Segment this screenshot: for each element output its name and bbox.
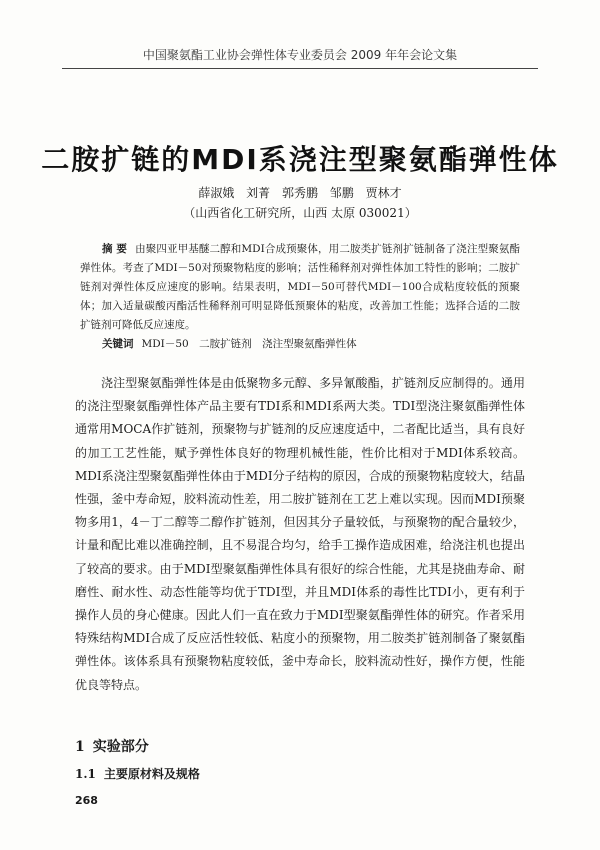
- keywords-text: MDI－50 二胺扩链剂 浇注型聚氨酯弹性体: [141, 338, 357, 350]
- author-list: 薛淑娥 刘菁 郭秀鹏 邹鹏 贾林才: [198, 186, 402, 200]
- section-number: 1: [75, 739, 85, 755]
- intro-paragraph: 浇注型聚氨酯弹性体是由低聚物多元醇、多异氰酸酯，扩链剂反应制得的。通用的浇注型聚氨酯弹性体产品主要有TDI系和MDI系两大类。TDI型浇注聚氨酯弹性体通常用MOCA作扩链剂，预聚物与扩链剂的反应速度适中，二者配比适当，具有良好的加工工艺性能，赋予弹性体良好的物理机械性能，性价比相对于MDI体系较高。MDI系浇注型聚氨酯弹性体由于MDI分子结构的原因，合成的预聚物粘度较大，结晶性强，釜中寿命短，胶料流动性差，用二胺扩链剂在工艺上难以实现。因而MDI预聚物多用1，4－丁二醇等二醇作扩链剂，但因其分子量较低，与预聚物的配合量较少，计量和配比难以准确控制，且不易混合均匀，给手工操作造成困难，给浇注机也提出了较高的要求。由于MDI型聚氨酯弹性体具有很好的综合性能，尤其是挠曲寿命、耐磨性、耐水性、动态性能等均优于TDI型，并且MDI体系的毒性比TDI小，更有利于操作人员的身心健康。因此人们一直在致力于MDI型聚氨酯弹性体的研究。作者采用特殊结构MDI合成了反应活性较低、粘度小的预聚物，用二胺类扩链剂制备了聚氨酯弹性体。该体系具有预聚物粘度较低，釜中寿命长，胶料流动性好，操作方便，性能优良等特点。: [75, 376, 525, 692]
- page-number: 268: [75, 794, 98, 807]
- abstract: [80, 240, 520, 335]
- subsection-heading: [75, 765, 200, 782]
- keywords-label: 关键词: [102, 338, 134, 350]
- keywords: [102, 336, 520, 351]
- paper-title: 二胺扩链的MDI系浇注型聚氨酯弹性体: [41, 143, 559, 176]
- running-header: 中国聚氨酯工业协会弹性体专业委员会 2009 年年会论文集: [142, 48, 458, 62]
- subsection-number: 1.1: [75, 767, 96, 781]
- affiliation: （山西省化工研究所，山西 太原 030021）: [183, 206, 417, 220]
- subsection-title: 主要原材料及规格: [103, 767, 200, 781]
- header-rule: [62, 68, 538, 69]
- abstract-label: 摘 要: [102, 243, 128, 255]
- abstract-text: 由聚四亚甲基醚二醇和MDI合成预聚体，用二胺类扩链剂扩链制备了浇注型聚氨酯弹性体。考查了MDI－50对预聚物粘度的影响；活性稀释剂对弹性体加工特性的影响；二胺扩链剂对弹性体反应速度的影响。结果表明，MDI－50可替代MDI－100合成粘度较低的预聚体；加入适量碳酸丙酯活性稀释剂可明显降低预聚体的粘度，改善加工性能；选择合适的二胺扩链剂可降低反应速度。: [80, 243, 520, 331]
- section-heading: [75, 736, 149, 756]
- section-title: 实验部分: [92, 739, 149, 755]
